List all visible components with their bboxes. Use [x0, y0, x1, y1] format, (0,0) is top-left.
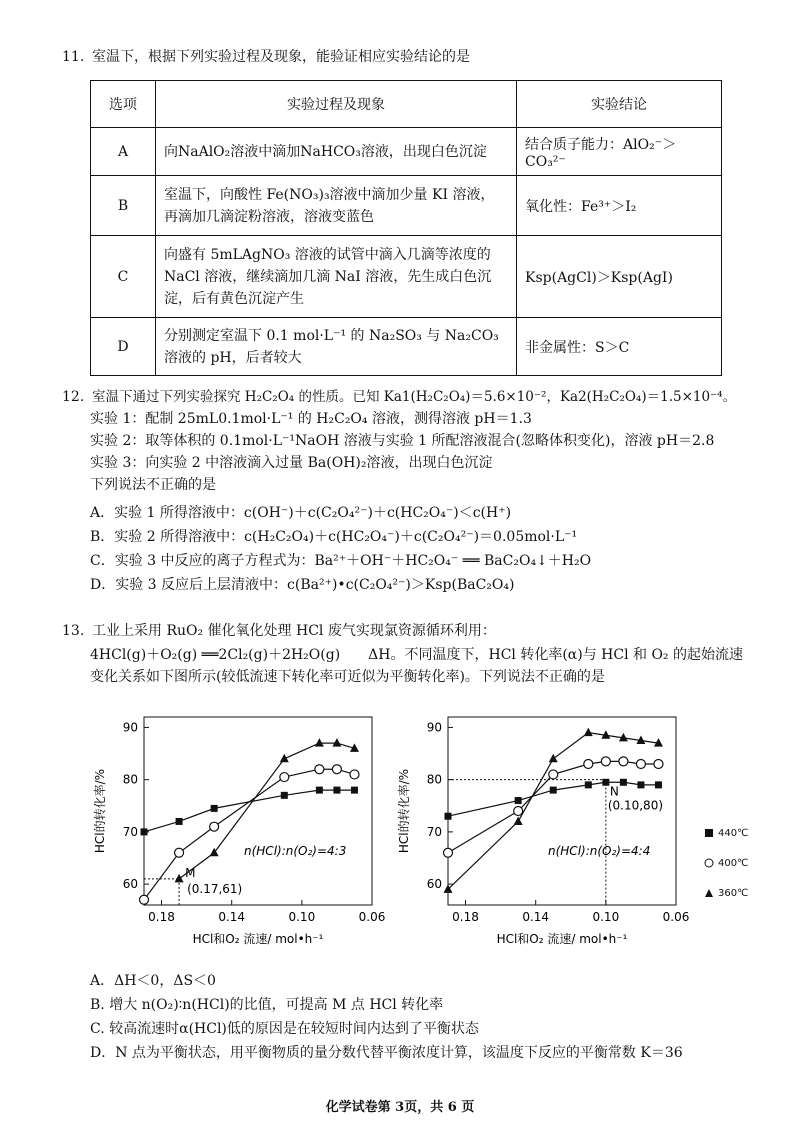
y-axis-label: HCl的转化率/% [397, 768, 411, 854]
data-point [281, 792, 288, 799]
chart-right [388, 705, 708, 965]
data-point [445, 813, 452, 820]
q11-table [90, 80, 722, 376]
x-tick-label: 0.14 [218, 910, 246, 924]
legend-item-400 [704, 848, 748, 878]
series-line-400℃ [144, 769, 354, 900]
q13-option-c: C. 较高流速时α(HCl)低的原因是在较短时间内达到了平衡状态 [90, 1021, 479, 1037]
q13-option-d: D．N 点为平衡状态，用平衡物质的量分数代替平衡浓度计算，该温度下反应的平衡常数 K＝36 [90, 1045, 683, 1061]
page-footer: 化学试卷第 3页，共 6 页 [325, 1100, 475, 1115]
row-option: D [91, 318, 156, 376]
data-point [175, 848, 184, 857]
y-tick-label: 90 [426, 720, 442, 735]
square-marker-icon [704, 828, 714, 838]
y-tick-label: 70 [122, 824, 138, 839]
data-point [550, 787, 557, 794]
annotation-coord: (0.17,61) [187, 881, 243, 896]
q11-stem: 室温下，根据下列实验过程及现象，能验证相应实验结论的是 [92, 49, 470, 65]
data-point [636, 760, 645, 769]
data-point [602, 779, 609, 786]
data-point [140, 895, 149, 904]
q13-stem-line [62, 620, 496, 642]
data-point [514, 807, 523, 816]
x-axis-label: HCl和O₂ 流速/ mol•h⁻¹ [496, 932, 628, 946]
header-option: 选项 [91, 81, 156, 128]
legend-label: 360℃ [718, 887, 749, 899]
data-point [350, 770, 359, 779]
q12-number: 12. [62, 389, 85, 405]
chart-legend [704, 818, 748, 908]
data-point [637, 781, 644, 788]
data-point [210, 822, 219, 831]
data-point [315, 738, 324, 747]
header-process: 实验过程及现象 [156, 81, 517, 128]
legend-label: 440℃ [718, 827, 749, 839]
row-process: 向NaAlO₂溶液中滴加NaHCO₃溶液，出现白色沉淀 [156, 128, 517, 176]
data-point [316, 787, 323, 794]
x-axis-label: HCl和O₂ 流速/ mol•h⁻¹ [192, 932, 324, 946]
data-point [619, 757, 628, 766]
table-row [91, 236, 722, 318]
series-line-360℃ [179, 743, 354, 879]
y-tick-label: 70 [426, 824, 442, 839]
circle-marker-icon [704, 858, 714, 868]
q13-option-b: B. 增大 n(O₂)∶n(HCl)的比值，可提高 M 点 HCl 转化率 [90, 997, 444, 1013]
y-tick-label: 80 [426, 772, 442, 787]
q12-exp2: 实验 2：取等体积的 0.1mol·L⁻¹NaOH 溶液与实验 1 所配溶液混合(忽略体积变化)，溶液 pH＝2.8 [90, 433, 715, 449]
data-point [549, 754, 558, 763]
data-point [315, 765, 324, 774]
x-tick-label: 0.06 [358, 910, 386, 924]
data-point [654, 760, 663, 769]
row-option: C [91, 236, 156, 318]
chart-left [84, 705, 404, 965]
row-process: 分别测定室温下 0.1 mol·L⁻¹ 的 Na₂SO₃ 与 Na₂CO₃ 溶液的 pH，后者较大 [156, 318, 517, 376]
table-row [91, 176, 722, 236]
q13-number: 13. [62, 623, 85, 639]
x-tick-label: 0.06 [662, 910, 690, 924]
data-point [585, 781, 592, 788]
data-point [351, 787, 358, 794]
row-conclusion: Ksp(AgCl)＞Ksp(AgI) [517, 236, 722, 318]
data-point [444, 848, 453, 857]
triangle-marker-icon [704, 888, 714, 898]
q13-equation: 4HCl(g)＋O₂(g) ══2Cl₂(g)＋2H₂O(g) ΔH。不同温度下，HCl 转化率(α)与 HCl 和 O₂ 的起始流速 [90, 647, 743, 663]
data-point [601, 757, 610, 766]
legend-item-440 [704, 818, 748, 848]
data-point [141, 828, 148, 835]
data-point [549, 770, 558, 779]
q13-stem: 工业上采用 RuO₂ 催化氧化处理 HCl 废气实现氯资源循环利用： [92, 623, 496, 639]
ratio-label: n(HCl):n(O₂)=4:3 [244, 844, 347, 858]
data-point [515, 797, 522, 804]
x-tick-label: 0.10 [288, 910, 316, 924]
q12-stem: 室温下通过下列实验探究 H₂C₂O₄ 的性质。已知 Ka1(H₂C₂O₄)＝5.6×10⁻²，Ka2(H₂C₂O₄)＝1.5×10⁻⁴。 [92, 389, 737, 405]
header-conclusion: 实验结论 [517, 81, 722, 128]
table-row [91, 318, 722, 376]
data-point [514, 816, 523, 825]
x-tick-label: 0.10 [592, 910, 620, 924]
row-option: A [91, 128, 156, 176]
x-tick-label: 0.18 [452, 910, 479, 924]
row-option: B [91, 176, 156, 236]
data-point [655, 781, 662, 788]
data-point [175, 874, 184, 883]
q13-stem2: 变化关系如下图所示(较低流速下转化率可近似为平衡转化率)。下列说法不正确的是 [90, 669, 605, 685]
q13-option-a: A．ΔH＜0，ΔS＜0 [90, 973, 216, 989]
data-point [332, 738, 341, 747]
x-tick-label: 0.18 [148, 910, 175, 924]
row-conclusion: 结合质子能力：AlO₂⁻＞CO₃²⁻ [517, 128, 722, 176]
annotation-label: N [609, 784, 619, 799]
data-point [280, 773, 289, 782]
ratio-label: n(HCl):n(O₂)=4:4 [548, 844, 651, 858]
legend-label: 400℃ [718, 857, 749, 869]
y-tick-label: 60 [426, 877, 442, 892]
y-axis-label: HCl的转化率/% [93, 768, 107, 854]
legend-item-360 [704, 878, 748, 908]
data-point [620, 779, 627, 786]
table-row [91, 128, 722, 176]
x-tick-label: 0.14 [522, 910, 550, 924]
y-tick-label: 90 [122, 720, 138, 735]
table-header-row [91, 81, 722, 128]
q12-option-a: A．实验 1 所得溶液中：c(OH⁻)＋c(C₂O₄²⁻)＋c(HC₂O₄⁻)＜c(H⁺) [90, 505, 512, 521]
q11-stem-line [62, 46, 470, 68]
q12-option-c: C．实验 3 中反应的离子方程式为：Ba²⁺＋OH⁻＋HC₂O₄⁻ ══ BaC₂O₄↓＋H₂O [90, 553, 592, 569]
data-point [176, 818, 183, 825]
data-point [584, 728, 593, 737]
annotation-coord: (0.10,80) [607, 798, 664, 813]
data-point [211, 805, 218, 812]
data-point [332, 765, 341, 774]
q12-option-b: B．实验 2 所得溶液中：c(H₂C₂O₄)＋c(HC₂O₄⁻)＋c(C₂O₄²⁻)＝0.05mol·L⁻¹ [90, 529, 578, 545]
q12-exp1: 实验 1：配制 25mL0.1mol·L⁻¹ 的 H₂C₂O₄ 溶液，测得溶液 pH＝1.3 [90, 411, 532, 427]
data-point [333, 787, 340, 794]
data-point [584, 760, 593, 769]
row-conclusion: 非金属性：S＞C [517, 318, 722, 376]
y-tick-label: 80 [122, 772, 138, 787]
q12-option-d: D．实验 3 反应后上层清液中：c(Ba²⁺)•c(C₂O₄²⁻)＞Ksp(BaC₂O₄) [90, 577, 515, 593]
annotation-label: M [185, 865, 196, 880]
q12-ask: 下列说法不正确的是 [90, 477, 216, 493]
q12-exp3: 实验 3：向实验 2 中溶液滴入过量 Ba(OH)₂溶液，出现白色沉淀 [90, 455, 493, 471]
row-process: 室温下，向酸性 Fe(NO₃)₃溶液中滴加少量 KI 溶液，再滴加几滴淀粉溶液，溶液变蓝色 [156, 176, 517, 236]
y-tick-label: 60 [122, 877, 138, 892]
row-process: 向盛有 5mLAgNO₃ 溶液的试管中滴入几滴等浓度的 NaCl 溶液，继续滴加几滴 NaI 溶液，先生成白色沉淀，后有黄色沉淀产生 [156, 236, 517, 318]
row-conclusion: 氧化性：Fe³⁺＞I₂ [517, 176, 722, 236]
series-line-440℃ [144, 790, 354, 832]
q12-stem-line [62, 386, 736, 408]
q11-number: 11. [62, 49, 85, 65]
